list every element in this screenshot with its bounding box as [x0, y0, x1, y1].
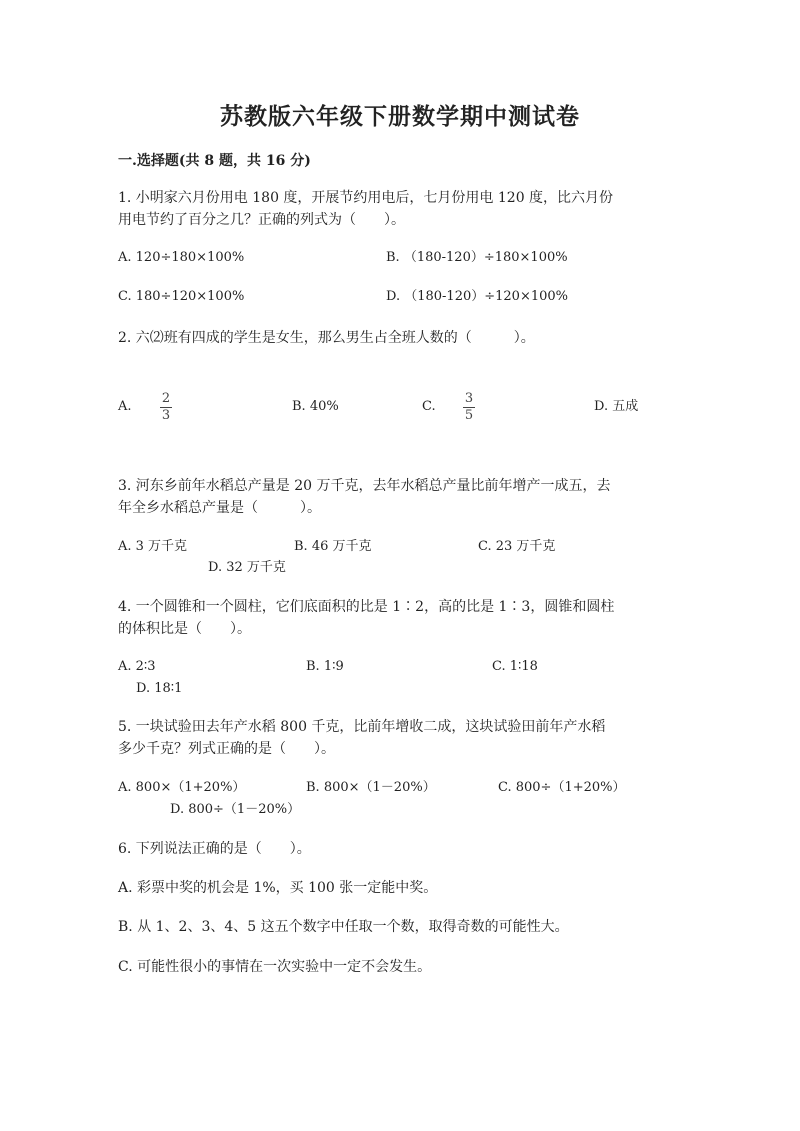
question-3-option-b: B. 46 万千克	[294, 539, 372, 554]
question-2-line-1: 2. 六⑵班有四成的学生是女生，那么男生占全班人数的（ ）。	[118, 330, 535, 346]
question-2-option-c-label: C.	[422, 399, 436, 414]
question-4-line-1: 4. 一个圆锥和一个圆柱，它们底面积的比是 1∶2，高的比是 1∶3，圆锥和圆柱	[118, 599, 615, 615]
question-4-option-a: A. 2∶3	[118, 659, 156, 674]
question-4-line-2: 的体积比是（ ）。	[118, 621, 251, 637]
question-2-option-a-fraction	[160, 392, 172, 423]
fraction-denominator: 5	[464, 408, 474, 423]
fraction-numerator: 2	[161, 391, 171, 406]
question-5-line-2: 多少千克？列式正确的是（ ）。	[118, 741, 335, 757]
question-1-option-c: C. 180÷120×100%	[118, 289, 245, 304]
question-2-option-a-label: A.	[118, 399, 132, 414]
question-5-option-b: B. 800×（1－20%）	[306, 780, 436, 795]
question-3-option-c: C. 23 万千克	[478, 539, 556, 554]
question-3-line-1: 3. 河东乡前年水稻总产量是 20 万千克，去年水稻总产量比前年增产一成五，去	[118, 478, 611, 494]
question-4-option-c: C. 1∶18	[492, 659, 538, 674]
question-6-option-c: C. 可能性很小的事情在一次实验中一定不会发生。	[118, 959, 432, 975]
question-1-option-d: D. （180-120）÷120×100%	[386, 289, 569, 304]
question-3-option-d: D. 32 万千克	[208, 560, 286, 575]
question-3-option-a: A. 3 万千克	[118, 539, 188, 554]
question-4-option-d: D. 18∶1	[136, 681, 183, 696]
question-5-option-d: D. 800÷（1－20%）	[170, 802, 301, 817]
question-3-line-2: 年全乡水稻总产量是（ ）。	[118, 500, 321, 516]
question-1-option-a: A. 120÷180×100%	[118, 250, 245, 265]
page-title: 苏教版六年级下册数学期中测试卷	[220, 103, 580, 130]
question-2-option-b: B. 40%	[292, 399, 339, 414]
question-5-option-a: A. 800×（1+20%）	[118, 780, 246, 795]
question-6-option-b: B. 从 1、2、3、4、5 这五个数字中任取一个数，取得奇数的可能性大。	[118, 919, 569, 935]
question-1-line-1: 1. 小明家六月份用电 180 度，开展节约用电后，七月份用电 120 度，比六月份	[118, 190, 614, 206]
question-6-option-a: A. 彩票中奖的机会是 1%，买 100 张一定能中奖。	[118, 880, 438, 896]
question-1-line-2: 用电节约了百分之几？正确的列式为（ ）。	[118, 212, 405, 228]
question-2-option-d: D. 五成	[594, 399, 639, 414]
question-1-option-b: B. （180-120）÷180×100%	[386, 250, 568, 265]
fraction-numerator: 3	[464, 391, 474, 406]
question-5-option-c: C. 800÷（1+20%）	[498, 780, 626, 795]
question-2-option-c-fraction	[463, 392, 475, 423]
question-6-line-1: 6. 下列说法正确的是（ ）。	[118, 841, 311, 857]
question-4-option-b: B. 1∶9	[306, 659, 344, 674]
section-heading: 一.选择题(共 8 题，共 16 分)	[118, 153, 311, 169]
fraction-denominator: 3	[161, 408, 171, 423]
question-5-line-1: 5. 一块试验田去年产水稻 800 千克，比前年增收二成，这块试验田前年产水稻	[118, 719, 606, 735]
